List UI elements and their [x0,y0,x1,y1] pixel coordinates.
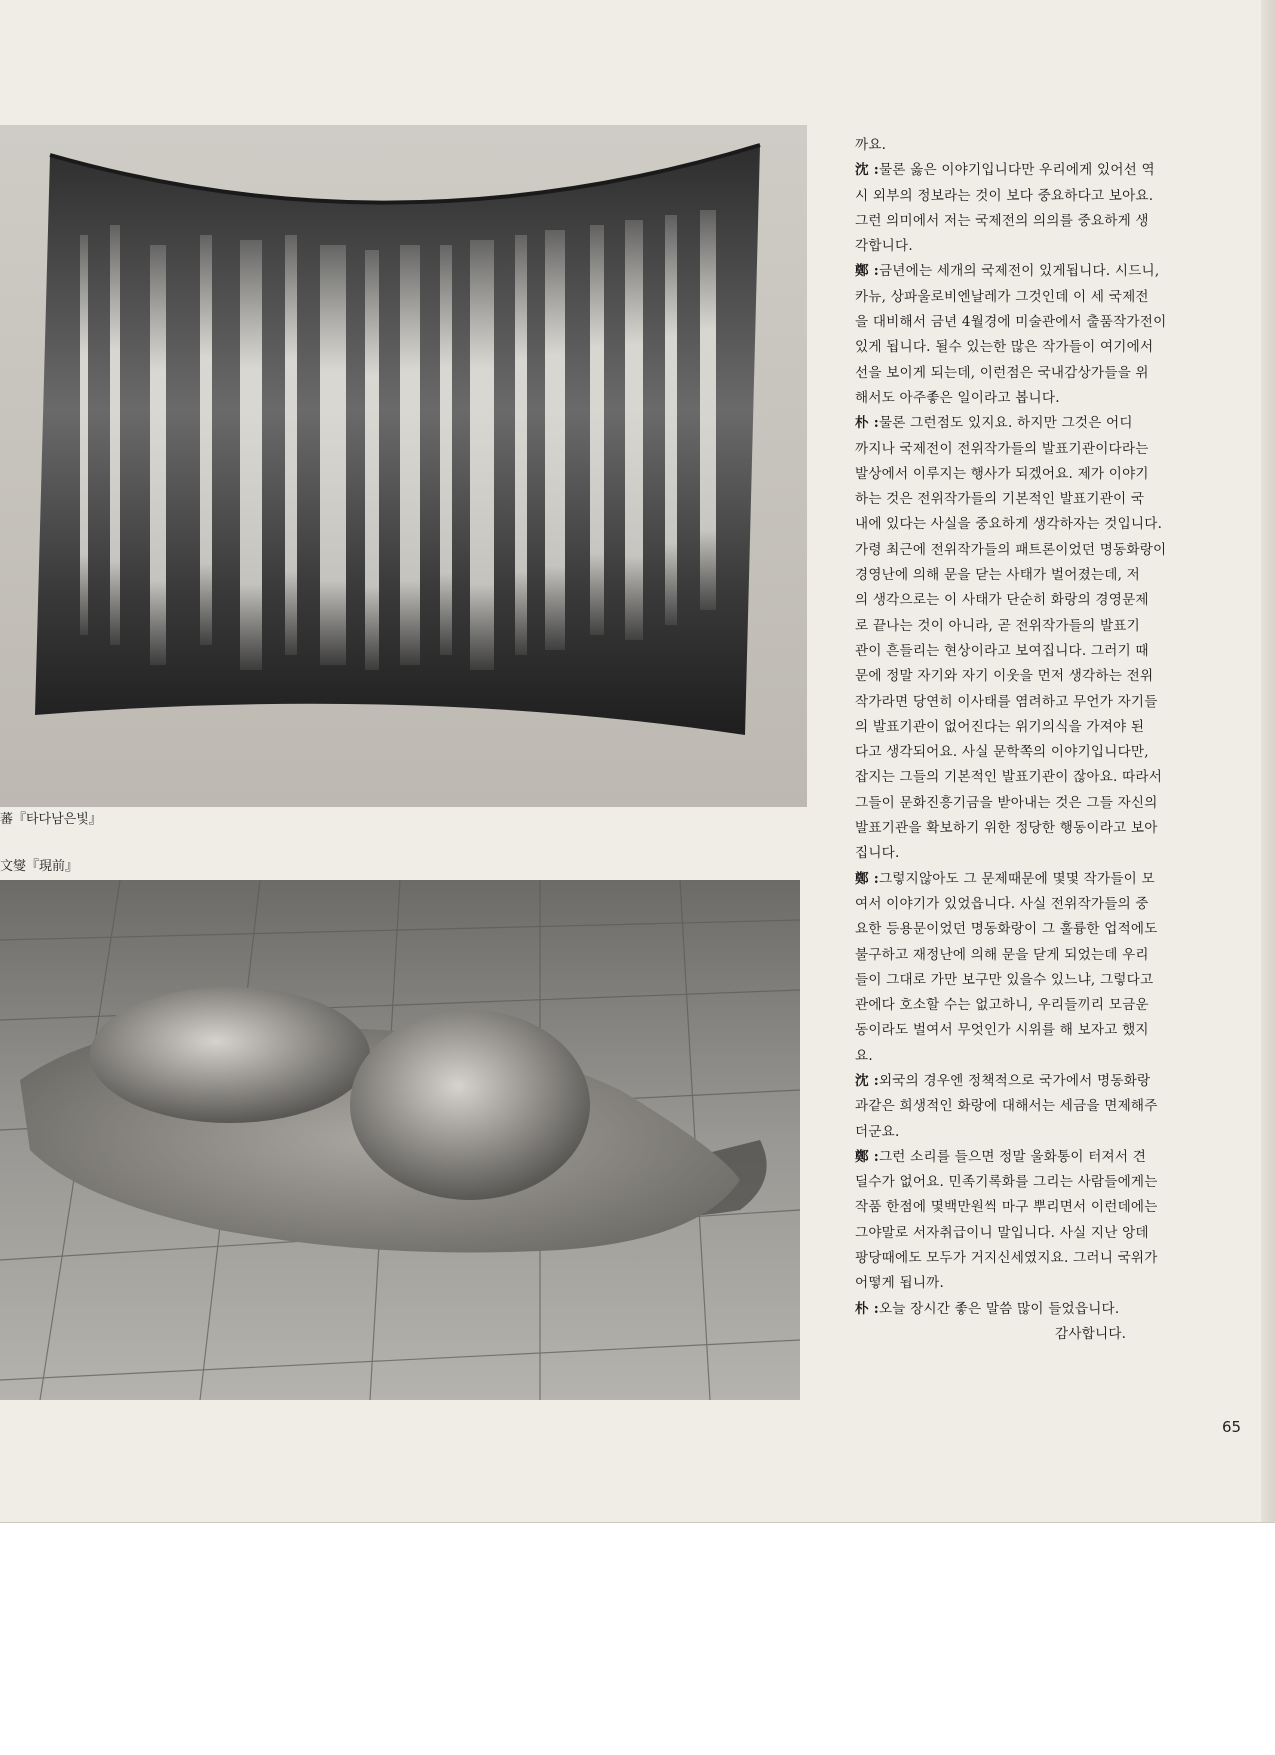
photo-caption-stones: 文燮『現前』 [0,859,79,874]
text-line [855,1044,1235,1069]
line-text: 다고 생각되어요. 사실 문학쪽의 이야기입니다만, [855,744,1149,761]
text-line [855,563,1235,588]
speaker-label: 沈 : [855,162,879,179]
text-line [855,462,1235,487]
line-text: 내에 있다는 사실을 중요하게 생각하자는 것입니다. [855,516,1163,533]
line-text: 그들이 문화진흥기금을 받아내는 것은 그들 자신의 [855,794,1158,811]
text-line [855,588,1235,613]
speaker-label: 鄭 : [855,870,879,887]
line-text: 발표기관을 확보하기 위한 정당한 행동이라고 보아 [855,820,1158,837]
text-line [855,1246,1235,1271]
text-line [855,184,1235,209]
text-line [855,1145,1235,1170]
line-text: 그야말로 서자취급이니 말입니다. 사실 지난 앙데 [855,1224,1149,1241]
artwork-photo-stones [0,880,800,1400]
text-line [855,791,1235,816]
line-text: 물론 옳은 이야기입니다만 우리에게 있어선 역 [878,162,1155,179]
line-text: 선을 보이게 되는데, 이런점은 국내감상가들을 위 [855,364,1149,381]
text-line [855,437,1235,462]
text-line [855,386,1235,411]
line-text: 관에다 호소할 수는 없고하니, 우리들끼리 모금운 [855,997,1149,1014]
line-text: 을 대비해서 금년 4월경에 미술관에서 출품작가전이 [855,314,1167,331]
text-line [855,968,1235,993]
text-line [855,335,1235,360]
line-text: 그렇지않아도 그 문제때문에 몇몇 작가들이 모 [878,870,1155,887]
stones-artwork-image [0,880,800,1400]
text-line [855,1170,1235,1195]
line-text: 의 생각으로는 이 사태가 단순히 화랑의 경영문제 [855,592,1149,609]
text-line [855,841,1235,866]
line-text: 까요. [855,137,887,153]
line-text: 해서도 아주좋은 일이라고 봅니다. [855,389,1060,406]
text-line [855,1018,1235,1043]
line-text: 딜수가 없어요. 민족기록화를 그리는 사람들에게는 [855,1174,1158,1191]
page-number: 65 [1222,1418,1242,1436]
line-text: 집니다. [855,845,900,862]
line-text: 작품 한점에 몇백만원씩 마구 뿌리면서 이런데에는 [855,1199,1158,1216]
text-line [855,740,1235,765]
speaker-label: 朴 : [855,415,879,432]
text-line [855,639,1235,664]
closing-thanks: 감사합니다. [1055,1325,1127,1342]
line-text: 요한 등용문이었던 명동화랑이 그 훌륭한 업적에도 [855,921,1158,938]
line-text: 카뉴, 상파울로비엔날레가 그것인데 이 세 국제전 [855,288,1149,305]
text-line [855,158,1235,183]
text-line [855,209,1235,234]
text-line [855,1297,1235,1322]
line-text: 그런 의미에서 저는 국제전의 의의를 중요하게 생 [855,212,1149,229]
line-text: 발상에서 이루지는 행사가 되겠어요. 제가 이야기 [855,465,1149,482]
line-text: 더군요. [855,1123,900,1140]
text-line [855,664,1235,689]
speaker-label: 鄭 : [855,263,879,280]
speaker-label: 朴 : [855,1300,879,1317]
line-text: 관이 흔들리는 현상이라고 보여집니다. 그러기 때 [855,642,1149,659]
text-line [855,361,1235,386]
line-text: 오늘 장시간 좋은 말씀 많이 들었읍니다. [878,1300,1120,1317]
line-text: 여서 이야기가 있었읍니다. 사실 전위작가들의 중 [855,895,1149,912]
line-text: 어떻게 됩니까. [855,1275,945,1292]
text-line [855,614,1235,639]
line-text: 물론 그런점도 있지요. 하지만 그것은 어디 [878,415,1133,432]
line-text: 금년에는 세개의 국제전이 있게됩니다. 시드니, [878,263,1160,280]
text-line [855,1094,1235,1119]
text-line [855,892,1235,917]
line-text: 요. [855,1047,873,1064]
line-text: 가령 최근에 전위작가들의 패트론이었던 명동화랑이 [855,541,1167,558]
text-line [855,765,1235,790]
speaker-label: 鄭 : [855,1148,879,1165]
text-line [855,816,1235,841]
text-line [855,512,1235,537]
text-line [855,1271,1235,1296]
line-text: 팡당때에도 모두가 거지신세였지요. 그러니 국위가 [855,1250,1158,1267]
text-line [855,867,1235,892]
text-line [855,259,1235,284]
line-text: 하는 것은 전위작가들의 기본적인 발표기관이 국 [855,491,1145,508]
artwork-photo-fabric [0,125,807,807]
text-line [855,133,1235,158]
text-line [855,1069,1235,1094]
line-text: 까지나 국제전이 전위작가들의 발표기관이다라는 [855,440,1149,457]
line-text: 작가라면 당연히 이사태를 염려하고 무언가 자기들 [855,693,1158,710]
line-text: 있게 됩니다. 될수 있는한 많은 작가들이 여기에서 [855,339,1154,356]
line-text: 들이 그대로 가만 보구만 있을수 있느냐, 그렇다고 [855,971,1154,988]
speaker-label: 沈 : [855,1072,879,1089]
text-line [855,993,1235,1018]
line-text: 각합니다. [855,238,913,255]
text-line [855,310,1235,335]
line-text: 문에 정말 자기와 자기 이웃을 먼저 생각하는 전위 [855,668,1154,685]
text-line [855,917,1235,942]
text-line [855,943,1235,968]
text-line [855,690,1235,715]
text-line [855,487,1235,512]
interview-text-column [855,133,1235,1347]
line-text: 경영난에 의해 문을 닫는 사태가 벌어졌는데, 저 [855,567,1140,584]
line-text: 그런 소리를 들으면 정말 울화통이 터져서 견 [878,1148,1147,1165]
text-line [855,1221,1235,1246]
line-text: 과같은 희생적인 화랑에 대해서는 세금을 면제해주 [855,1098,1158,1115]
page-edge [1261,0,1275,1522]
line-text: 시 외부의 정보라는 것이 보다 중요하다고 보아요. [855,187,1154,204]
line-text: 외국의 경우엔 정책적으로 국가에서 명동화랑 [878,1072,1151,1089]
text-line [855,411,1235,436]
line-text: 로 끝나는 것이 아니라, 곧 전위작가들의 발표기 [855,617,1140,634]
text-line [855,234,1235,259]
line-text: 동이라도 벌여서 무엇인가 시위를 해 보자고 했지 [855,1022,1149,1039]
fabric-artwork-image [0,125,807,807]
line-text: 잡지는 그들의 기본적인 발표기관이 잖아요. 따라서 [855,769,1163,786]
text-line [855,715,1235,740]
line-text: 불구하고 재정난에 의해 문을 닫게 되었는데 우리 [855,946,1149,963]
text-line [855,538,1235,563]
photo-caption-fabric: 蕃『타다남은빛』 [0,812,102,827]
text-line [855,285,1235,310]
text-line [855,1195,1235,1220]
line-text: 의 발표기관이 없어진다는 위기의식을 가져야 된 [855,718,1145,735]
text-line [855,1120,1235,1145]
